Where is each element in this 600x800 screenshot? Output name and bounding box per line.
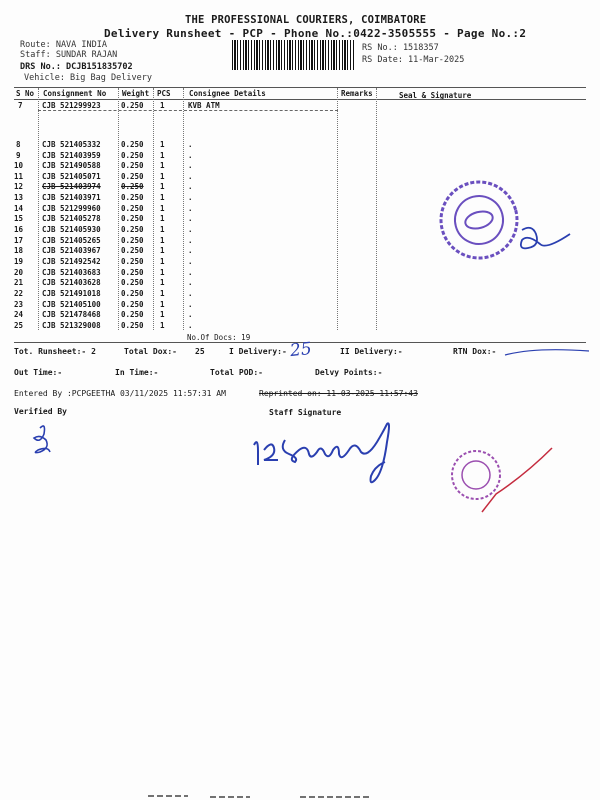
- verified-signature: [34, 426, 50, 453]
- row-consignee: .: [188, 257, 193, 266]
- row-pcs: 1: [160, 172, 165, 181]
- row7-consignment: CJB 521299923: [42, 101, 101, 110]
- row-consignee: .: [188, 161, 193, 170]
- row-weight: 0.250: [121, 204, 144, 213]
- row-weight: 0.250: [121, 161, 144, 170]
- row-consignee: .: [188, 268, 193, 277]
- row-weight: 0.250: [121, 300, 144, 309]
- row-consignee: .: [188, 246, 193, 255]
- row-pcs: 1: [160, 214, 165, 223]
- col-header-weight: Weight: [122, 89, 150, 98]
- row-weight: 0.250: [121, 172, 144, 181]
- row7-consignee: KVB ATM: [188, 101, 220, 110]
- row-consignee: .: [188, 300, 193, 309]
- total-dox-value: 25: [195, 347, 205, 356]
- row-sno: 17: [14, 236, 24, 245]
- staff-signature-label: Staff Signature: [269, 408, 342, 417]
- row-pcs: 1: [160, 278, 165, 287]
- row-consignee: .: [188, 321, 193, 330]
- col-header-seal-signature: Seal & Signature: [399, 91, 472, 100]
- row-pcs: 1: [160, 182, 165, 191]
- row-consignment: CJB 521490588: [42, 161, 101, 170]
- row-sno: 21: [14, 278, 24, 287]
- row-consignee: .: [188, 182, 193, 191]
- row-consignee: .: [188, 193, 193, 202]
- row-weight: 0.250: [121, 193, 144, 202]
- out-time: Out Time:-: [14, 368, 63, 377]
- col-header-remarks: Remarks: [341, 89, 373, 98]
- row-sno: 13: [14, 193, 24, 202]
- row-weight: 0.250: [121, 236, 144, 245]
- drs-number: DRS No.: DCJB151835702: [20, 62, 133, 72]
- row-sno: 22: [14, 289, 24, 298]
- row-consignment: CJB 521405332: [42, 140, 101, 149]
- row-sno: 25: [14, 321, 24, 330]
- row-consignment: CJB 521403628: [42, 278, 101, 287]
- col-header-sno: S No: [16, 89, 35, 98]
- row-sno: 20: [14, 268, 24, 277]
- row-weight: 0.250: [121, 140, 144, 149]
- row-consignment-struck: CJB 521403974: [42, 182, 101, 191]
- row-sno: 12: [14, 182, 24, 191]
- rs-number: RS No.: 1518357: [362, 43, 439, 53]
- row-consignee: .: [188, 140, 193, 149]
- row-weight: 0.250: [121, 151, 144, 160]
- row-consignment: CJB 521492542: [42, 257, 101, 266]
- i-delivery-handwritten: 25: [289, 338, 313, 362]
- route-label: Route: NAVA INDIA: [20, 40, 107, 50]
- row-weight: 0.250: [121, 214, 144, 223]
- round-seal-stamp: [432, 173, 525, 266]
- verified-by: Verified By: [14, 407, 67, 416]
- row-sno: 15: [14, 214, 24, 223]
- row-pcs: 1: [160, 225, 165, 234]
- entered-by: Entered By :PCPGEETHA 03/11/2025 11:57:31 AM: [14, 389, 226, 398]
- row-pcs: 1: [160, 204, 165, 213]
- reprinted-on: Reprinted on: 11-03-2025 11:57:43: [259, 389, 418, 398]
- ii-delivery: II Delivery:-: [340, 347, 403, 356]
- row-consignee: .: [188, 310, 193, 319]
- row-pcs: 1: [160, 310, 165, 319]
- row-consignee: .: [188, 278, 193, 287]
- row-consignment: CJB 521329008: [42, 321, 101, 330]
- company-title: THE PROFESSIONAL COURIERS, COIMBATORE: [185, 14, 427, 26]
- row-consignment: CJB 521405071: [42, 172, 101, 181]
- row-pcs: 1: [160, 140, 165, 149]
- row-pcs: 1: [160, 193, 165, 202]
- row-sno: 24: [14, 310, 24, 319]
- row-consignment: CJB 521491018: [42, 289, 101, 298]
- total-pod: Total POD:-: [210, 368, 263, 377]
- seal-signature-scribble: [521, 228, 570, 249]
- total-dox-label: Total Dox:-: [124, 347, 177, 356]
- row-consignment: CJB 521403959: [42, 151, 101, 160]
- row-consignment: CJB 521405930: [42, 225, 101, 234]
- col-header-consignee: Consignee Details: [189, 89, 266, 98]
- row-pcs: 1: [160, 151, 165, 160]
- row-weight: 0.250: [121, 225, 144, 234]
- row-sno: 11: [14, 172, 24, 181]
- rtn-dox-scribble: [505, 350, 589, 355]
- row-consignment: CJB 521403971: [42, 193, 101, 202]
- row-pcs: 1: [160, 321, 165, 330]
- delvy-points: Delvy Points:-: [315, 368, 383, 377]
- row-sno: 8: [16, 140, 21, 149]
- row-weight: 0.250: [121, 289, 144, 298]
- row-sno: 23: [14, 300, 24, 309]
- tot-runsheet: Tot. Runsheet:- 2: [14, 347, 96, 356]
- staff-signature-scribble: [254, 423, 389, 482]
- row-consignee: .: [188, 225, 193, 234]
- row-pcs: 1: [160, 161, 165, 170]
- row-consignee: .: [188, 151, 193, 160]
- row-weight: 0.250: [121, 268, 144, 277]
- row-sno: 10: [14, 161, 24, 170]
- row7-sno: 7: [18, 101, 23, 110]
- rtn-dox: RTN Dox:-: [453, 347, 497, 356]
- no-of-docs: No.Of Docs: 19: [187, 333, 251, 342]
- row-pcs: 1: [160, 236, 165, 245]
- row-sno: 9: [16, 151, 21, 160]
- row-weight: 0.250: [121, 278, 144, 287]
- row-consignment: CJB 521478468: [42, 310, 101, 319]
- row-pcs: 1: [160, 257, 165, 266]
- i-delivery-label: I Delivery:-: [229, 347, 287, 356]
- row-sno: 16: [14, 225, 24, 234]
- row-sno: 18: [14, 246, 24, 255]
- row-sno: 19: [14, 257, 24, 266]
- bottom-smudge: [148, 796, 370, 797]
- row-consignment: CJB 521299960: [42, 204, 101, 213]
- runsheet-title: Delivery Runsheet - PCP - Phone No.:0422-3505555 - Page No.:2: [104, 27, 527, 40]
- row-consignment: CJB 521405265: [42, 236, 101, 245]
- row-weight: 0.250: [121, 257, 144, 266]
- row-consignment: CJB 521403683: [42, 268, 101, 277]
- rs-date: RS Date: 11-Mar-2025: [362, 55, 465, 65]
- in-time: In Time:-: [115, 368, 159, 377]
- row-weight: 0.250: [121, 310, 144, 319]
- row-consignee: .: [188, 289, 193, 298]
- row-pcs: 1: [160, 268, 165, 277]
- row-pcs: 1: [160, 300, 165, 309]
- col-header-consignment: Consignment No: [43, 89, 107, 98]
- row-sno: 14: [14, 204, 24, 213]
- row-pcs: 1: [160, 289, 165, 298]
- row-weight: 0.250: [121, 246, 144, 255]
- row-consignee: .: [188, 204, 193, 213]
- row-weight: 0.250: [121, 321, 144, 330]
- row-consignee: .: [188, 236, 193, 245]
- row-consignment: CJB 521405278: [42, 214, 101, 223]
- row-pcs: 1: [160, 246, 165, 255]
- staff-seal-stamp: [452, 448, 552, 512]
- row-consignee: .: [188, 172, 193, 181]
- row-weight-struck: 0.250: [121, 182, 144, 191]
- row-consignee: .: [188, 214, 193, 223]
- vehicle-label: Vehicle: Big Bag Delivery: [24, 73, 152, 83]
- row-consignment: CJB 521403967: [42, 246, 101, 255]
- col-header-pcs: PCS: [157, 89, 171, 98]
- row7-weight: 0.250: [121, 101, 144, 110]
- row7-pcs: 1: [160, 101, 165, 110]
- staff-label: Staff: SUNDAR RAJAN: [20, 50, 118, 60]
- row-consignment: CJB 521405100: [42, 300, 101, 309]
